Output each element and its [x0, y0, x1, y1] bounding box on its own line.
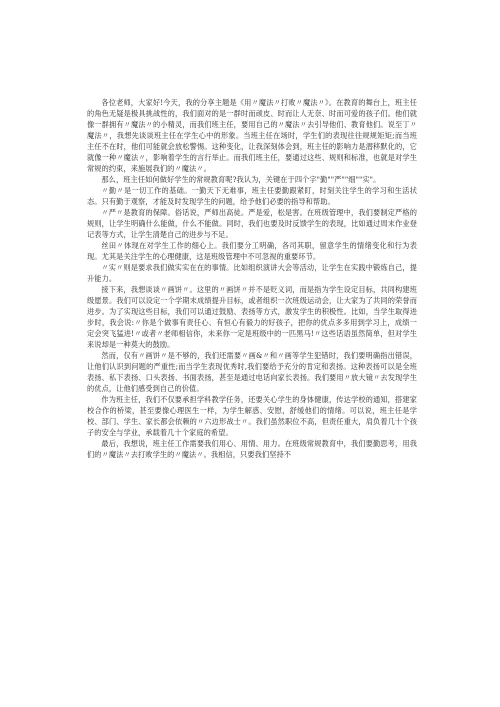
paragraph-carefulness: 丝田〃体现在对学生工作的细心上。我们要分工明确，各司其职，留意学生的情绪变化和行为表现。尤其是关注学生的心理健康，这是班级管理中不可忽视的重要环节。: [87, 241, 417, 261]
paragraph-diligence: 〃勤〃是一切工作的基础。一勤天下无难事，班主任要勤跟紧盯，时刻关注学生的学习和生活状态。只有勤于观察，才能及时发现学生的问题，给予他们必要的指导和帮助。: [87, 186, 417, 206]
paragraph-praise-and-correction: 然而，仅有〃画饼〃是不够的，我们还需要〃画&〃和〃画等学生犯错时，我们要明确指出错误，让他们认识到问题的严重性;而当学生表现优秀时,我们要给予充分的肯定和表扬。这种表扬可以是全班表扬、私下表扬、口头表扬、书面表扬，甚至是通过电话向家长表扬。我们要用〃放大镜〃去发现学生的优点，让他们感受到自己的价值。: [87, 351, 417, 393]
paragraph-conclusion: 最后，我想说，班主任工作需要我们用心、用情、用力。在班级常规教育中，我们要勤思考，用我们的〃魔法〃去打败学生的〃魔法〃。我相信，只要我们坚持不: [87, 439, 417, 459]
paragraph-four-keywords: 那么，班主任如何做好学生的常规教育呢?我认为，关键在于四个字"勤""严""细""实"。: [101, 175, 381, 184]
paragraph-intro: 各位老师，大家好!今天，我的分享主题是《用〃魔法〃打败〃魔法〃》。在教育的舞台上，班主任的角色无疑是极具挑战性的，我们面对的是一群时而顽皮、时而让人无奈、时而可爱的孩子们。他们就像一群拥有〃魔法〃的小精灵，而我们班主任，要用自己的〃魔法〃去引导他们、教育他们。说至丁〃魔法〃，我想先谈谈班主任在学生心中的形象。当班主任在场时，学生们的表现往往规规矩矩;而当班主任不在时，他们可能就会放松警惕。这种变化，让我深刻体会到，班主任的影响力是潜移默化的，它就像一种〃魔法〃，影响着学生的言行举止。而我们班主任，要通过这些、规则和标准，也就是对学生常规的约束，来施展我们的〃魔法〃。: [87, 98, 417, 173]
paragraph-goal-setting: 接下来，我想谈谈〃画饼〃。这里的〃画饼〃并不是贬义词，而是指为学生设定目标，共同构建班级愿景。我们可以设定一个学期末成绩提升目标，或者组织一次班级运动会，让大家为了共同的荣誉而进步。为了实现这些目标，我们可以通过鼓励、表扬等方式，激发学生的积极性。比如，当学生取得进步时，我会说:〃你是个做事有责任心、有恒心有毅力的好孩子，把你的优点多多用到学习上，成绩一定会突飞猛进!〃或者〃老师相信你，未来你一定是班级中的一匹黑马!〃这些话语虽然简单，但对学生来说却是一种莫大的鼓励。: [87, 285, 417, 349]
paragraph-practicality: 〃实〃则是要求我们做实实在在的事情。比如组织演讲大会等活动，让学生在实践中锻炼自己，提升能力。: [87, 263, 417, 283]
document-body: [87, 97, 417, 460]
paragraph-strictness: 〃严〃是教育的保障。俗话说，严师出高徒。严是爱，松是害。在班级管理中，我们要制定严格的规则，让学生明确什么能做，什么不能做。同时，我们也要及时反馈学生的表现，比如通过周末作业登记表等方式，让学生清楚自己的进步与不足。: [87, 208, 417, 239]
paragraph-teacher-roles: 作为班主任，我们不仅要承担学科教学任务，还要关心学生的身体健康，传达学校的通知，搭建家校合作的桥梁，甚至要像心理医生一样，为学生解惑、安慰，舒缓他们的情绪。可以说，班主任是学校、部门、学生、家长都会依赖的〃六边形战士〃。我们虽然职位不高，但责任重大，肩负着几十个孩子的安全与学业，承载着几十个家庭的希望。: [87, 395, 417, 437]
